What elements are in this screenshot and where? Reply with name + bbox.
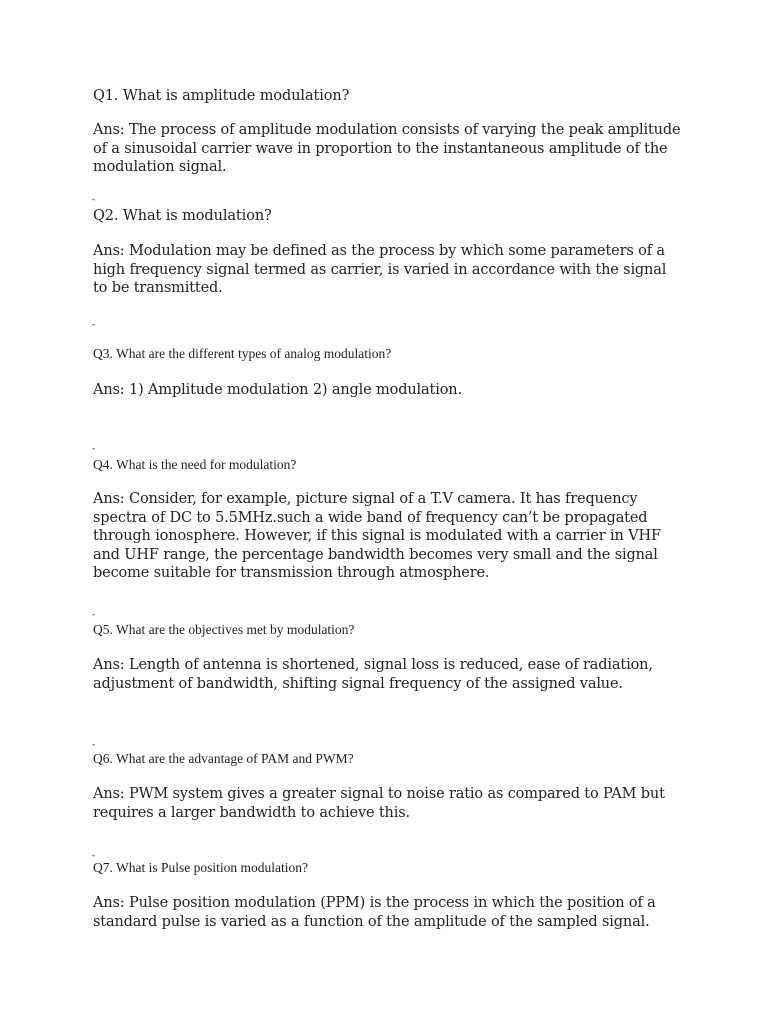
answer-3: Ans: 1) Amplitude modulation 2) angle modulation. [93, 382, 462, 398]
question-1: Q1. What is amplitude modulation? [93, 88, 350, 104]
question-6: Q6. What are the advantage of PAM and PWM? [93, 751, 354, 766]
separator-dash: - [92, 319, 95, 329]
answer-2: Ans: Modulation may be defined as the process by which some parameters of a high frequency signal termed as carrier, is varied in accordance with the signal to be transmitted. [93, 243, 667, 296]
separator-dash: - [92, 443, 95, 453]
separator-dash: - [92, 609, 95, 619]
answer-5: Ans: Length of antenna is shortened, signal loss is reduced, ease of radiation, adjustment of bandwidth, shifting signal frequency of the assigned value. [93, 657, 653, 692]
question-3: Q3. What are the different types of analog modulation? [93, 346, 392, 361]
answer-7: Ans: Pulse position modulation (PPM) is the process in which the position of a standard pulse is varied as a function of the amplitude of the sampled signal. [93, 895, 656, 930]
answer-4: Ans: Consider, for example, picture signal of a T.V camera. It has frequency spectra of DC to 5.5MHz.such a wide band of frequency can’t be propagated through ionosphere. However, if this signal is modulated with a carrier in VHF and UHF range, the percentage bandwidth becomes very small and the signal become suitable for transmission through atmosphere. [93, 491, 661, 581]
answer-6: Ans: PWM system gives a greater signal to noise ratio as compared to PAM but requires a larger bandwidth to achieve this. [93, 786, 665, 821]
answer-1: Ans: The process of amplitude modulation consists of varying the peak amplitude of a sinusoidal carrier wave in proportion to the instantaneous amplitude of the modulation signal. [93, 122, 681, 175]
question-4: Q4. What is the need for modulation? [93, 457, 297, 472]
separator-dash: - [92, 739, 95, 749]
question-7: Q7. What is Pulse position modulation? [93, 860, 308, 875]
separator-dash: - [92, 850, 95, 860]
question-5: Q5. What are the objectives met by modulation? [93, 622, 355, 637]
separator-dash: - [92, 194, 95, 204]
question-2: Q2. What is modulation? [93, 208, 272, 224]
